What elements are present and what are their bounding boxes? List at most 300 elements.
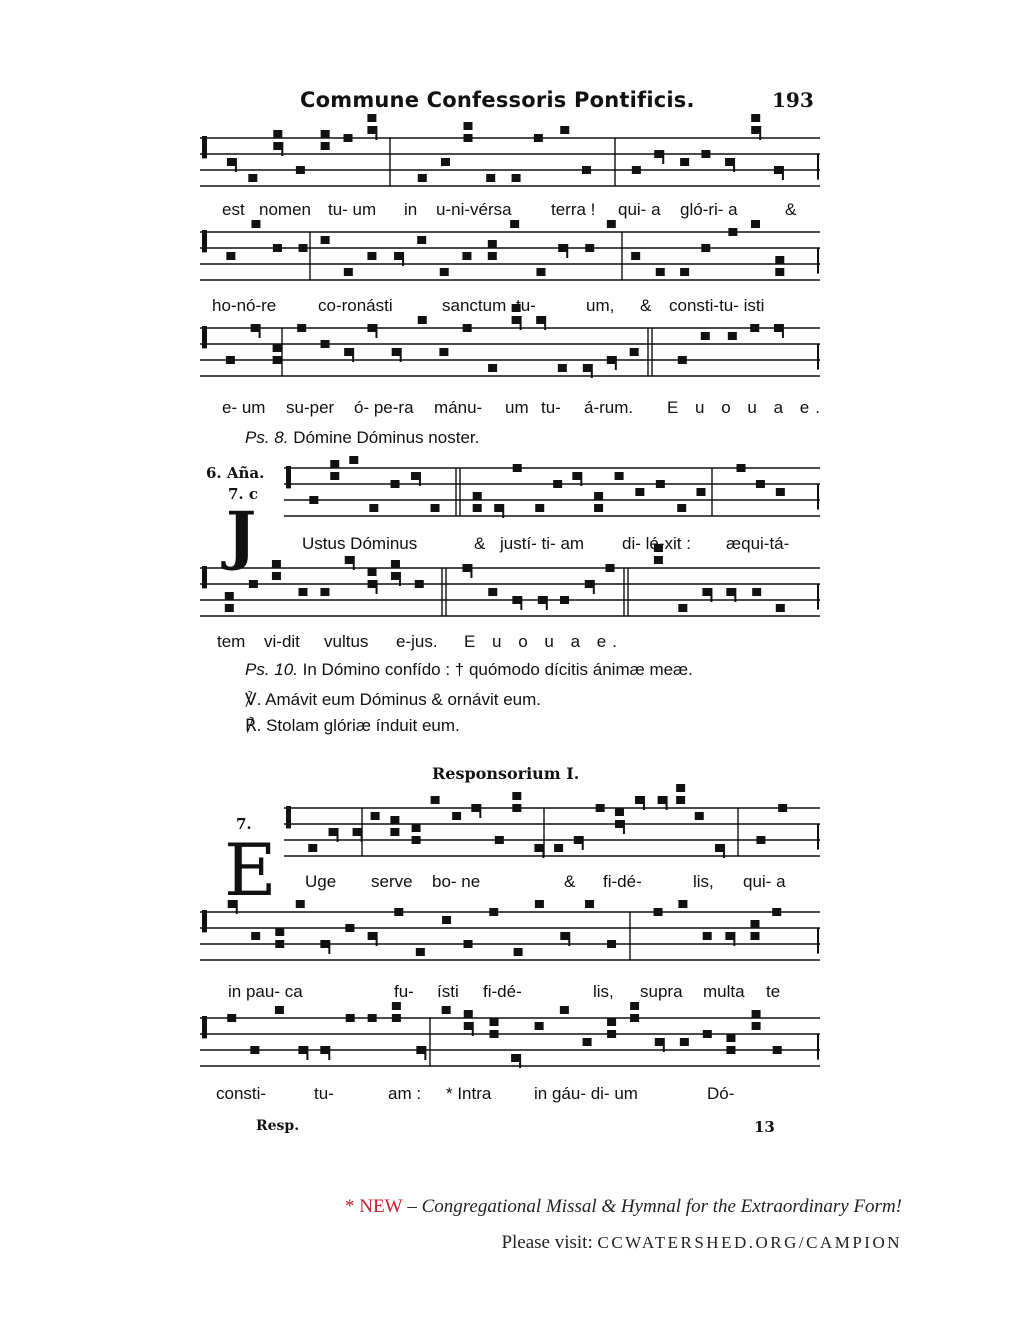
neume-stem [519,1054,521,1068]
neume [751,114,760,122]
lyric: á-rum. [584,398,634,417]
neume [249,580,258,588]
neume [353,828,362,836]
neume-stem [615,356,617,370]
neume [728,228,737,236]
neume [330,460,339,468]
neume-stem [591,364,593,378]
neume-stem [361,828,363,842]
lyric: consti-tu- isti [669,296,765,315]
neume-stem [546,596,548,610]
neume [630,348,639,356]
neume [297,324,306,332]
neume-stem [566,244,568,258]
lyric: tu- [314,1084,334,1103]
psalm-line [245,428,479,448]
lyric: Ustus Dóminus [302,534,418,553]
neume [440,268,449,276]
neume [415,580,424,588]
lyric: ó- pe-ra [354,398,414,417]
lyric: vi-dit [264,632,300,651]
neume [345,924,354,932]
neume [368,932,377,940]
visit-label: Please visit: [501,1232,598,1253]
neume-stem [376,580,378,594]
neume [615,472,624,480]
lyric: te [766,982,781,1001]
neume [488,240,497,248]
new-tag: * NEW [345,1196,403,1217]
neume [275,940,284,948]
neume [369,504,378,512]
neume [473,492,482,500]
initial-letter: E [224,828,277,912]
lyric: gló-ri- a [680,200,738,219]
clef-mark [286,806,291,828]
neume-stem [479,804,481,818]
psalm-incipit: In Dómino confído : † quómodo dícitis ánimæ meæ. [302,660,693,679]
neume [656,268,665,276]
neume [273,130,282,138]
lyric: su-per [286,398,335,417]
neume [298,1046,307,1054]
neume [394,908,403,916]
neume [367,126,376,134]
neume-stem [259,324,261,338]
neume [296,166,305,174]
neume [535,1022,544,1030]
neume [752,1010,761,1018]
neume [677,504,686,512]
neume [535,900,544,908]
neume [391,572,400,580]
lyric: di- lé-xit : [622,534,691,553]
neume [488,364,497,372]
mode-label: 7. [236,815,252,833]
neume [585,900,594,908]
neume [594,492,603,500]
lyric: nomen [259,200,311,219]
lyric: um [505,398,529,417]
lyric: tem [217,632,246,651]
neume-stem [375,324,377,338]
neume [737,464,746,472]
neume [272,560,281,568]
neume [464,1010,473,1018]
neume [574,836,583,844]
neume [227,1014,236,1022]
neume [778,804,787,812]
neume [320,1046,329,1054]
lyric: fu- [394,982,414,1001]
lyric: mánu- [434,398,483,417]
neume [607,940,616,948]
neume [320,588,329,596]
neume-stem [520,316,522,330]
neume-stem [502,504,504,518]
lyric: am : [388,1084,422,1103]
neume [630,1002,639,1010]
neume [702,588,711,596]
neume [489,908,498,916]
neume [605,564,614,572]
lyric: lis, [693,872,714,891]
lyric: u-ni-vérsa [436,200,512,219]
neume [655,1038,664,1046]
neume [463,324,472,332]
psalm-line [245,660,693,680]
neume [250,1046,259,1054]
lyric: ísti [437,982,459,1001]
neume [701,332,710,340]
neume [344,348,353,356]
neume [582,166,591,174]
neume [558,244,567,252]
neume [654,150,663,158]
neume [583,1038,592,1046]
neume-stem [375,126,377,140]
neume [462,564,471,572]
neume [473,504,482,512]
neume-stem [710,588,712,602]
lyric: consti- [216,1084,267,1103]
lyric: lis, [593,982,614,1001]
neume [225,592,234,600]
neume [615,820,624,828]
neume [321,340,330,348]
neume [394,252,403,260]
neume [471,804,480,812]
neume [441,158,450,166]
psalm-label: Ps. 8. [245,428,289,447]
neume [392,348,401,356]
lyric: & [564,872,576,891]
neume [371,812,380,820]
neume-stem [663,1038,665,1052]
lyric: æqui-tá- [726,534,790,553]
neume [512,174,521,182]
neume-stem [353,556,355,570]
neume [416,948,425,956]
neume-stem [734,588,736,602]
lyric: terra ! [551,200,596,219]
neume [431,796,440,804]
neume [349,456,358,464]
neume [715,844,724,852]
neume [226,252,235,260]
neume-stem [782,324,784,338]
neume [572,472,581,480]
neume [418,316,427,324]
neume [494,504,503,512]
promo-line [0,1196,902,1218]
neume [512,792,521,800]
lyric: Uge [305,872,337,891]
visit-line [0,1232,902,1254]
neume [452,812,461,820]
neume [607,1018,616,1026]
lyric: & [640,296,652,315]
neume [607,356,616,364]
neume [412,836,421,844]
clef-mark [202,326,207,348]
neume [417,236,426,244]
neume [607,220,616,228]
neume [411,472,420,480]
website-link[interactable]: CCWATERSHED.ORG/CAMPION [597,1233,902,1252]
neume-stem [424,1046,426,1060]
lyric: co-ronásti [318,296,393,315]
lyric: justí- ti- am [500,534,585,553]
neume-stem [643,796,645,810]
neume [676,796,685,804]
neume [464,940,473,948]
neume [725,932,734,940]
neume [495,836,504,844]
neume [534,844,543,852]
neume [776,488,785,496]
neume-stem [733,932,735,946]
neume [535,504,544,512]
neume-stem [376,932,378,946]
neume [585,580,594,588]
neume [536,268,545,276]
neume-stem [472,1022,474,1036]
neume-stem [306,1046,308,1060]
neume [273,142,282,150]
neume [464,1022,473,1030]
neume [299,244,308,252]
response-line: ℟. Stolam glóriæ índuit eum. [245,716,460,735]
psalm-incipit: Dómine Dóminus noster. [293,428,480,447]
neume-stem [235,158,237,172]
neume [678,604,687,612]
neume-stem [402,252,404,266]
lyric: in gáu- di- um [534,1084,638,1103]
neume [726,1034,735,1042]
neume [658,796,667,804]
neume [390,828,399,836]
neume [631,252,640,260]
promo-text: Congregational Missal & Hymnal for the Extraordinary Form! [421,1196,902,1217]
neume [344,268,353,276]
neume [752,1022,761,1030]
lyric: supra [640,982,683,1001]
lyric: serve [371,872,413,891]
neume-stem [520,596,522,610]
neume [680,1038,689,1046]
neume [418,174,427,182]
neume [227,158,236,166]
neume [756,836,765,844]
lyric: multa [703,982,745,1001]
neume [463,134,472,142]
lyric: tu- [516,296,536,315]
neume [703,1030,712,1038]
neume [225,604,234,612]
neume [512,316,521,324]
neume [750,324,759,332]
neume-stem [281,142,283,156]
clef-mark [202,1016,207,1038]
neume [750,920,759,928]
neume [272,572,281,580]
neume [635,488,644,496]
neume [676,784,685,792]
neume-stem [582,836,584,850]
neume [772,908,781,916]
neume [560,932,569,940]
neume [320,940,329,948]
neume [583,364,592,372]
neume [695,812,704,820]
neume-stem [544,316,546,330]
lyric: fi-dé- [483,982,522,1001]
neume [296,900,305,908]
neume [750,932,759,940]
neume [513,464,522,472]
lyric: fi-dé- [603,872,642,891]
resp-label: Resp. [256,1118,300,1134]
neume [368,580,377,588]
neume [392,1014,401,1022]
neume [560,1006,569,1014]
neume [488,588,497,596]
neume [775,268,784,276]
neume-stem [328,1046,330,1060]
neume [490,1018,499,1026]
neume [701,244,710,252]
neume [594,504,603,512]
neume [321,236,330,244]
neume-stem [623,820,625,834]
neume [775,256,784,264]
lyric: & [474,534,486,553]
neume [412,824,421,832]
neume [701,150,710,158]
neume [463,122,472,130]
neume [774,324,783,332]
neume [514,948,523,956]
neume [560,596,569,604]
neume [773,1046,782,1054]
neume [329,828,338,836]
neume [298,588,307,596]
lyric: qui- a [618,200,661,219]
neume [635,796,644,804]
lyric: ho-nó-re [212,296,277,315]
lyric: E u o u a e. [464,632,623,651]
lyric: sanctum [442,296,507,315]
neume [330,472,339,480]
neume [308,844,317,852]
neume [439,348,448,356]
lyric: vultus [324,632,369,651]
lyric: & [785,200,797,219]
neume [344,134,353,142]
neume [390,480,399,488]
lyric: est [222,200,245,219]
versicle-line: ℣. Amávit eum Dóminus & ornávit eum. [245,690,542,709]
neume [462,252,471,260]
neume [678,900,687,908]
neume [367,252,376,260]
neume [490,1030,499,1038]
page-number: 193 [772,88,814,112]
neume [615,808,624,816]
neume [703,932,712,940]
neume [511,1054,520,1062]
lyric: e-jus. [396,632,438,651]
neume [226,356,235,364]
neume [368,1014,377,1022]
neume-stem [419,472,421,486]
dash: – [402,1196,422,1217]
neume [309,496,318,504]
lyric: tu- [541,398,561,417]
neume [275,1006,284,1014]
neume [696,488,705,496]
lyric: in [404,200,418,219]
lyric: e- um [222,398,266,417]
neume [416,1046,425,1054]
neume-stem [568,932,570,946]
neume [391,560,400,568]
neume [678,356,687,364]
neume [774,166,783,174]
neume [776,604,785,612]
lyric: E u o u a e. [667,398,826,417]
neume [367,324,376,332]
lyric: tu- um [328,200,377,219]
neume [321,142,330,150]
neume [726,588,735,596]
lyric: Dó- [707,1084,735,1103]
lyric: qui- a [743,872,786,891]
neume [607,1030,616,1038]
psalm-label: Ps. 10. [245,660,298,679]
neume [346,1014,355,1022]
neume [560,126,569,134]
neume [751,126,760,134]
neume-stem [593,580,595,594]
neume [512,804,521,812]
neume [273,344,282,352]
neume [367,114,376,122]
neume-stem [352,348,354,362]
clef-mark [202,566,207,588]
neume [630,1014,639,1022]
neume [585,244,594,252]
neume [534,134,543,142]
lyric: um, [586,296,615,315]
clef-mark [202,136,207,158]
neume-stem [328,940,330,954]
neume [510,220,519,228]
neume-stem [782,166,784,180]
neume [680,158,689,166]
neume [486,174,495,182]
neume [321,130,330,138]
neume-stem [337,828,339,842]
neume [726,1046,735,1054]
neume-stem [723,844,725,858]
neume [392,1002,401,1010]
neume [752,588,761,596]
neume [538,596,547,604]
neume [512,596,521,604]
neume [654,556,663,564]
